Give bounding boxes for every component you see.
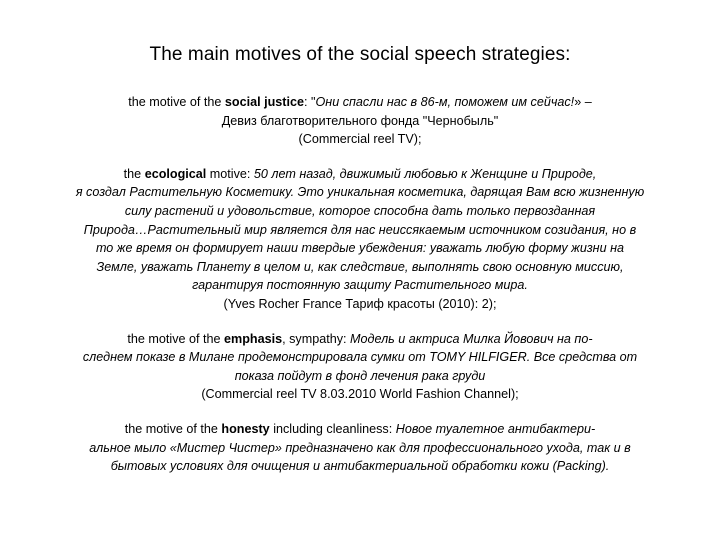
text-line (40, 165, 680, 184)
text-segment: Модель и актриса Милка Йовович на по- (350, 331, 593, 346)
text-segment: including cleanliness: (269, 421, 396, 436)
text-line (40, 330, 680, 349)
text-line (40, 221, 680, 240)
text-line (40, 276, 680, 295)
text-segment: бытовых условиях для очищения и антибактериальной обработки кожи (Packing). (110, 459, 610, 474)
text-line (40, 457, 680, 476)
text-segment: Девиз благотворительного фонда "Чернобыль" (221, 113, 499, 128)
text-segment: motive: (206, 166, 254, 181)
text-line (40, 93, 680, 112)
text-segment: гарантируя постоянную защиту Растительного мира. (192, 278, 528, 293)
slide-title: The main motives of the social speech strategies: (149, 44, 571, 65)
paragraph (40, 330, 680, 404)
text-segment: Новое туалетное антибактери- (395, 421, 596, 436)
text-segment: следнем показе в Милане продемонстрировала сумки от TOMY HILFIGER. Все средства от (82, 350, 638, 365)
text-line (40, 420, 680, 439)
paragraph (40, 165, 680, 314)
text-segment: (Commercial reel TV 8.03.2010 World Fashion Channel); (201, 387, 519, 402)
text-segment: the motive of the (124, 421, 222, 436)
text-line (40, 348, 680, 367)
text-segment: я создал Растительную Косметику. Это уникальная косметика, дарящая Вам всю жизненную (75, 185, 645, 200)
text-segment: 50 лет назад, движимый любовью к Женщине и Природе, (253, 166, 597, 181)
emphasis-term: social justice (224, 95, 304, 109)
text-segment: то же время он формирует наши твердые убеждения: уважать любую форму жизни на (95, 241, 625, 256)
text-line (40, 112, 680, 131)
paragraph (40, 93, 680, 149)
text-line (40, 130, 680, 149)
text-line (40, 439, 680, 458)
text-segment: the motive of the (127, 331, 225, 346)
text-segment: the (123, 166, 145, 181)
text-segment: Земле, уважать Планету в целом и, как следствие, выполнять свою основную миссию, (96, 259, 624, 274)
emphasis-term: honesty (221, 421, 270, 436)
text-line (40, 258, 680, 277)
emphasis-term: ecological (144, 166, 207, 181)
text-segment: , sympathy: (282, 331, 351, 346)
text-line (40, 239, 680, 258)
text-line (40, 183, 680, 202)
text-line (40, 385, 680, 404)
text-segment: (Commercial reel TV); (298, 132, 422, 147)
text-line (40, 202, 680, 221)
text-segment: : " (304, 95, 316, 109)
text-segment: the motive of the (128, 95, 225, 109)
text-line (40, 367, 680, 386)
slide-body (40, 93, 680, 476)
text-segment: Природа…Растительный мир является для нас неиссякаемым источником созидания, но в (83, 222, 637, 237)
text-segment: » – (574, 95, 592, 109)
text-segment: Они спасли нас в 86-м, поможем им сейчас! (315, 95, 575, 109)
text-segment: показа пойдут в фонд лечения рака груди (234, 368, 486, 383)
text-segment: силу растений и удовольствие, которое способна дать только первозданная (124, 203, 596, 218)
text-line (40, 295, 680, 314)
emphasis-term: emphasis (224, 331, 283, 346)
paragraph (40, 420, 680, 476)
text-segment: альное мыло «Мистер Чистер» предназначено как для профессионального ухода, так и в (89, 440, 631, 455)
text-segment: (Yves Rocher France Тариф красоты (2010): 2); (223, 296, 497, 311)
